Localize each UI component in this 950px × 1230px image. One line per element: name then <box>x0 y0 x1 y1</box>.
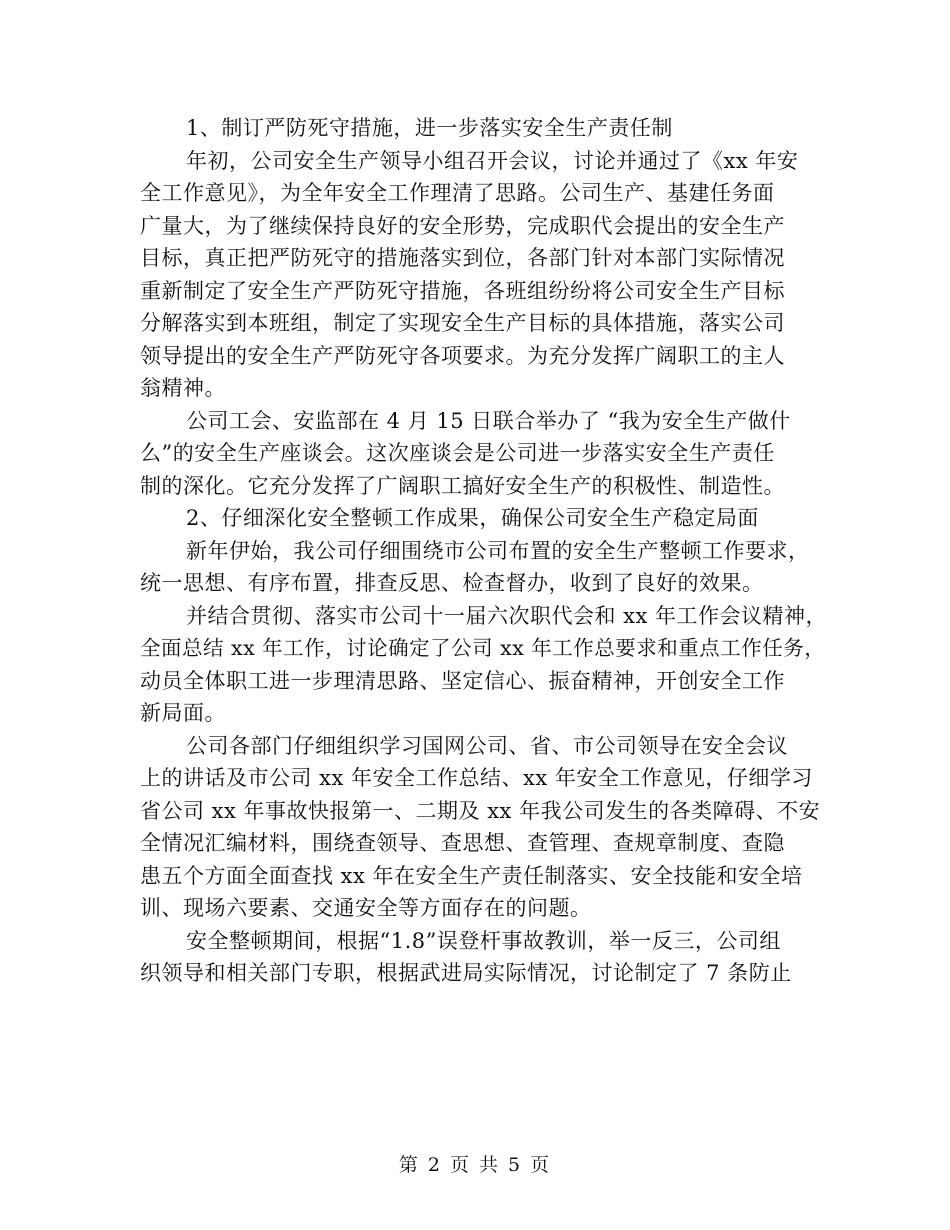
text-line: 全工作意见》，为全年安全工作理清了思路。公司生产、基建任务面 <box>140 181 775 205</box>
text-line: 翁精神。 <box>140 376 226 400</box>
text-line: 织领导和相关部门专职，根据武进局实际情况，讨论制定了 7 条防止 <box>140 961 792 985</box>
page-footer: 第 2 页 共 5 页 <box>398 1154 552 1176</box>
text-line: 分解落实到本班组，制定了实现安全生产目标的具体措施，落实公司 <box>140 311 785 335</box>
text-line: 上的讲话及市公司 xx 年安全工作总结、xx 年安全工作意见，仔细学习 <box>140 766 813 790</box>
text-line: 公司工会、安监部在 4 月 15 日联合举办了 “我为安全生产做什 <box>186 408 791 433</box>
text-line: 统一思想、有序布置，排查反思、检查督办，收到了良好的效果。 <box>140 571 764 595</box>
text-line: 目标，真正把严防死守的措施落实到位，各部门针对本部门实际情况 <box>140 246 785 270</box>
document-body <box>140 112 830 990</box>
text-line: 安全整顿期间，根据“1.8”误登杆事故教训，举一反三，公司组 <box>186 928 781 953</box>
text-line: 公司各部门仔细组织学习国网公司、省、市公司领导在安全会议 <box>186 733 788 758</box>
text-line: 重新制定了安全生产严防死守措施，各班组纷纷将公司安全生产目标 <box>140 278 785 303</box>
text-line: 新年伊始，我公司仔细围绕市公司布置的安全生产整顿工作要求， <box>186 538 810 563</box>
text-line: 年初，公司安全生产领导小组召开会议，讨论并通过了《xx 年安 <box>186 148 799 173</box>
text-line: 省公司 xx 年事故快报第一、二期及 xx 年我公司发生的各类障碍、不安 <box>140 798 821 823</box>
text-line: 领导提出的安全生产严防死守各项要求。为充分发挥广阔职工的主人 <box>140 343 785 368</box>
text-line: 2、仔细深化安全整顿工作成果，确保公司安全生产稳定局面 <box>186 506 759 530</box>
text-line: 训、现场六要素、交通安全等方面存在的问题。 <box>140 896 592 920</box>
text-line: 新局面。 <box>140 701 226 725</box>
text-line: 制的深化。它充分发挥了广阔职工搞好安全生产的积极性、制造性。 <box>140 473 785 498</box>
text-line: 全情况汇编材料，围绕查领导、查思想、查管理、查规章制度、查隐 <box>140 831 785 855</box>
text-line: 1、制订严防死守措施，进一步落实安全生产责任制 <box>186 116 673 140</box>
text-line: 广量大，为了继续保持良好的安全形势，完成职代会提出的安全生产 <box>140 213 785 238</box>
text-line: 全面总结 xx 年工作，讨论确定了公司 xx 年工作总要求和重点工作任务， <box>140 636 826 660</box>
text-line: 动员全体职工进一步理清思路、坚定信心、振奋精神，开创安全工作 <box>140 668 785 693</box>
text-line: 么”的安全生产座谈会。这次座谈会是公司进一步落实安全生产责任 <box>140 441 775 465</box>
text-line: 患五个方面全面查找 xx 年在安全生产责任制落实、安全技能和安全培 <box>140 863 803 888</box>
text-line: 并结合贯彻、落实市公司十一届六次职代会和 xx 年工作会议精神， <box>186 603 828 628</box>
